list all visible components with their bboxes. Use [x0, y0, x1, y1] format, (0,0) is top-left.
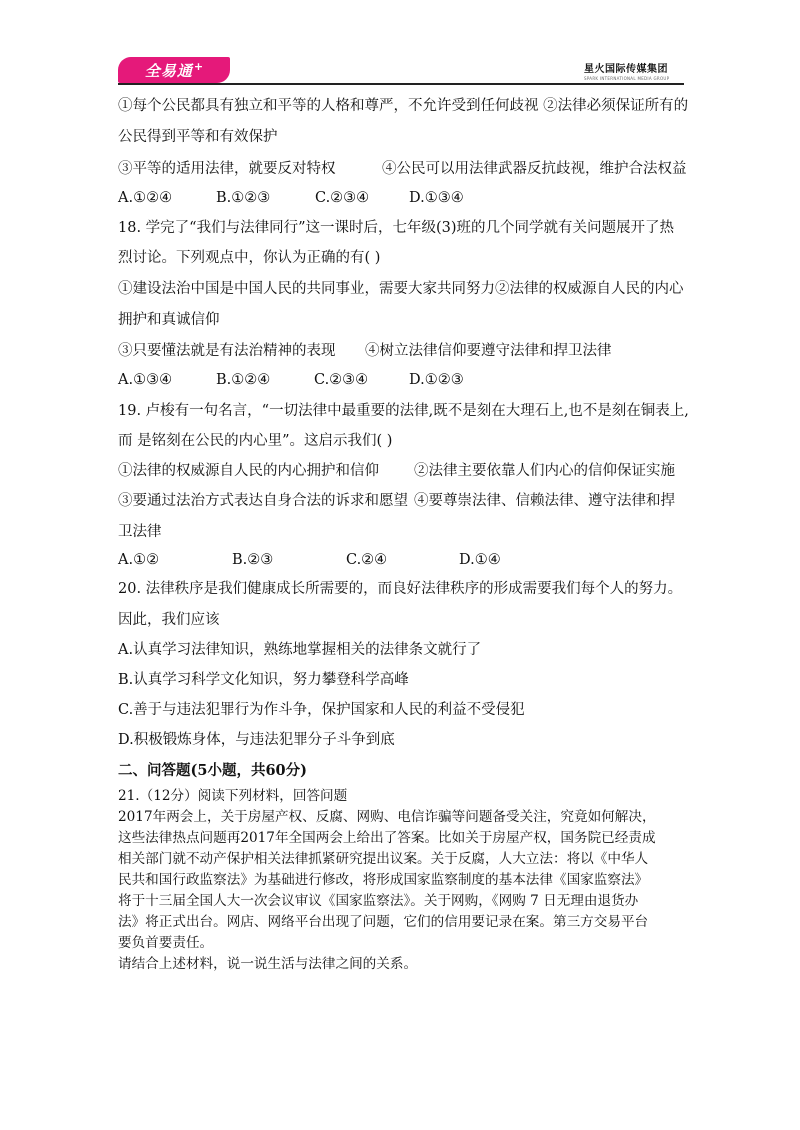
- q17-option-c: C.②③④: [315, 190, 370, 206]
- page-header: [0, 0, 800, 90]
- section-2-title: 二、问答题(5小题，共60分): [118, 762, 307, 779]
- q17-option-b: B.①②③: [216, 190, 271, 206]
- q17-statement-3: ③平等的适用法律，就要反对特权: [118, 161, 336, 177]
- publisher-block: [584, 60, 684, 81]
- q20-option-d: D.积极锻炼身体，与违法犯罪分子斗争到底: [118, 732, 395, 748]
- q20-option-a: A.认真学习法律知识，熟练地掌握相关的法律条文就行了: [118, 642, 482, 658]
- q17-statement-1-2-line-2: 公民得到平等和有效保护: [118, 129, 278, 145]
- logo-text: 全易通: [144, 61, 193, 80]
- q19-option-b: B.②③: [232, 552, 274, 568]
- q21-question-prompt: 请结合上述材料，说一说生活与法律之间的关系。: [118, 956, 418, 972]
- q17-statement-1-2-line-1: ①每个公民都具有独立和平等的人格和尊严，不允许受到任何歧视 ②法律必须保证所有的: [118, 98, 689, 114]
- q21-material-line: 相关部门就不动产保护相关法律抓紧研究提出议案。关于反腐，人大立法：将以《中华人: [118, 851, 649, 867]
- q19-statement-4-line-2: 卫法律: [118, 524, 162, 540]
- q17-statement-4: ④公民可以用法律武器反抗歧视，维护合法权益: [382, 161, 687, 177]
- q18-stem-line-2: 烈讨论。下列观点中，你认为正确的有( ): [118, 250, 381, 266]
- q20-option-b: B.认真学习科学文化知识，努力攀登科学高峰: [118, 672, 409, 688]
- q18-option-d: D.①②③: [409, 372, 464, 388]
- q17-option-a: A.①②④: [118, 190, 173, 206]
- q17-option-d: D.①③④: [409, 190, 464, 206]
- q21-material-line: 要负首要责任。: [118, 935, 214, 951]
- q20-stem-line-2: 因此，我们应该: [118, 612, 220, 628]
- q19-statement-3: ③要通过法治方式表达自身合法的诉求和愿望: [118, 493, 408, 509]
- q19-statement-2: ②法律主要依靠人们内心的信仰保证实施: [414, 463, 675, 479]
- q19-stem-line-2: 而 是铭刻在公民的内心里”。这启示我们( ): [118, 433, 393, 449]
- q20-option-c: C.善于与违法犯罪行为作斗争，保护国家和人民的利益不受侵犯: [118, 702, 525, 718]
- q19-stem-line-1: 19. 卢梭有一句名言，“一切法律中最重要的法律,既不是刻在大理石上,也不是刻在铜表上,: [118, 403, 689, 419]
- q19-option-c: C.②④: [346, 552, 388, 568]
- q21-stem: 21.（12分）阅读下列材料，回答问题: [118, 788, 348, 804]
- publisher-name: 星火国际传媒集团: [584, 64, 668, 75]
- q19-option-a: A.①②: [118, 552, 160, 568]
- q21-material-line: 将于十三届全国人大一次会议审议《国家监察法》。关于网购，《网购 7 日无理由退货办: [118, 893, 639, 909]
- q18-option-b: B.①②④: [216, 372, 271, 388]
- q18-option-a: A.①③④: [118, 372, 173, 388]
- header-divider: [118, 83, 684, 85]
- q20-stem-line-1: 20. 法律秩序是我们健康成长所需要的，而良好法律秩序的形成需要我们每个人的努力。: [118, 581, 683, 597]
- q18-option-c: C.②③④: [314, 372, 369, 388]
- q18-statement-4: ④树立法律信仰要遵守法律和捍卫法律: [365, 343, 612, 359]
- q21-material-line: 民共和国行政监察法》为基础进行修改，将形成国家监察制度的基本法律《国家监察法》: [118, 872, 649, 888]
- brand-logo: [118, 57, 230, 83]
- q21-material-line: 法》将正式出台。网店、网络平台出现了问题，它们的信用要记录在案。第三方交易平台: [118, 914, 649, 930]
- publisher-english-name: SPARK INTERNATIONAL MEDIA GROUP: [584, 76, 670, 81]
- q18-statement-3: ③只要懂法就是有法治精神的表现: [118, 343, 336, 359]
- q19-option-d: D.①④: [459, 552, 501, 568]
- logo-plus: +: [193, 59, 204, 73]
- q18-stem-line-1: 18. 学完了“我们与法律同行”这一课时后，七年级(3)班的几个同学就有关问题展开了热: [118, 220, 675, 236]
- q21-material-line: 2017年两会上，关于房屋产权、反腐、网购、电信诈骗等问题备受关注，究竟如何解决，: [118, 809, 656, 825]
- q18-statement-1-2-line-1: ①建设法治中国是中国人民的共同事业，需要大家共同努力②法律的权威源自人民的内心: [118, 281, 684, 297]
- q19-statement-1: ①法律的权威源自人民的内心拥护和信仰: [118, 463, 379, 479]
- q19-statement-4-line-1: ④要尊崇法律、信赖法律、遵守法律和捍: [414, 493, 675, 509]
- q21-material-line: 这些法律热点问题再2017年全国两会上给出了答案。比如关于房屋产权，国务院已经责成: [118, 830, 656, 846]
- q18-statement-1-2-line-2: 拥护和真诚信仰: [118, 312, 220, 328]
